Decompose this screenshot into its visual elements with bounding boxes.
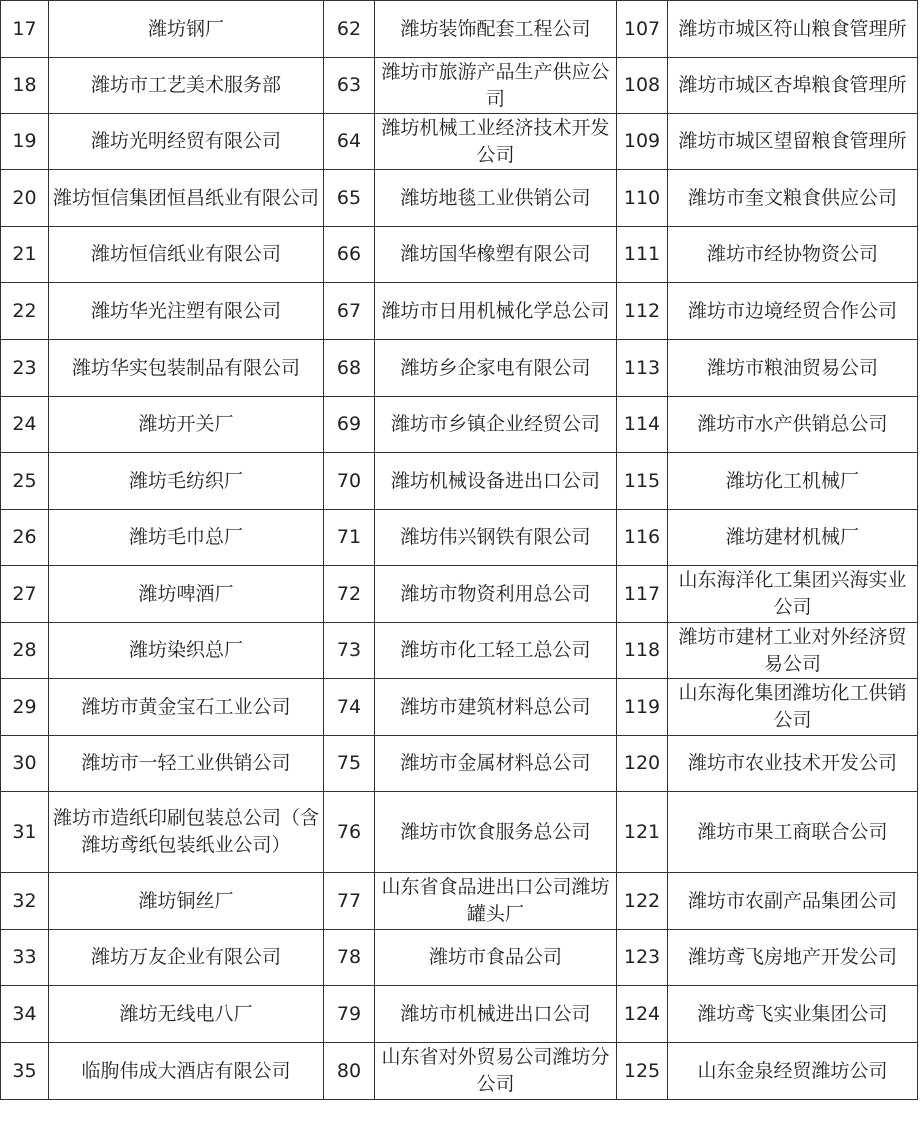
table-row bbox=[1, 566, 918, 623]
company-name-cell: 潍坊建材机械厂 bbox=[668, 510, 918, 566]
company-name-cell: 潍坊机械设备进出口公司 bbox=[375, 453, 617, 510]
company-name-cell: 潍坊光明经贸有限公司 bbox=[49, 114, 324, 170]
row-number-cell: 64 bbox=[324, 114, 375, 170]
row-number-cell: 70 bbox=[324, 453, 375, 510]
company-name-cell: 潍坊市城区杏埠粮食管理所 bbox=[668, 58, 918, 114]
company-name-cell: 潍坊机械工业经济技术开发公司 bbox=[375, 114, 617, 170]
company-name-cell: 潍坊市建筑材料总公司 bbox=[375, 679, 617, 736]
table-row bbox=[1, 114, 918, 170]
table-row bbox=[1, 340, 918, 397]
row-number-cell: 123 bbox=[617, 930, 668, 986]
company-name-cell: 山东省对外贸易公司潍坊分公司 bbox=[375, 1043, 617, 1100]
table-row bbox=[1, 1043, 918, 1100]
row-number-cell: 20 bbox=[1, 170, 49, 227]
table-row bbox=[1, 792, 918, 873]
row-number-cell: 28 bbox=[1, 623, 49, 679]
table-row bbox=[1, 227, 918, 283]
company-name-cell: 潍坊伟兴钢铁有限公司 bbox=[375, 510, 617, 566]
table-row bbox=[1, 986, 918, 1043]
row-number-cell: 72 bbox=[324, 566, 375, 623]
table-row bbox=[1, 397, 918, 453]
row-number-cell: 25 bbox=[1, 453, 49, 510]
company-name-cell: 山东省食品进出口公司潍坊罐头厂 bbox=[375, 873, 617, 930]
company-name-cell: 山东金泉经贸潍坊公司 bbox=[668, 1043, 918, 1100]
company-name-cell: 潍坊市经协物资公司 bbox=[668, 227, 918, 283]
company-name-cell: 潍坊无线电八厂 bbox=[49, 986, 324, 1043]
row-number-cell: 113 bbox=[617, 340, 668, 397]
company-name-cell: 潍坊市饮食服务总公司 bbox=[375, 792, 617, 873]
company-name-cell: 潍坊市黄金宝石工业公司 bbox=[49, 679, 324, 736]
row-number-cell: 17 bbox=[1, 1, 49, 58]
company-name-cell: 潍坊万友企业有限公司 bbox=[49, 930, 324, 986]
row-number-cell: 75 bbox=[324, 736, 375, 792]
company-name-cell: 潍坊地毯工业供销公司 bbox=[375, 170, 617, 227]
company-name-cell: 潍坊鸢飞房地产开发公司 bbox=[668, 930, 918, 986]
company-name-cell: 潍坊市机械进出口公司 bbox=[375, 986, 617, 1043]
company-name-cell: 潍坊市农副产品集团公司 bbox=[668, 873, 918, 930]
company-name-cell: 潍坊华实包装制品有限公司 bbox=[49, 340, 324, 397]
row-number-cell: 76 bbox=[324, 792, 375, 873]
row-number-cell: 111 bbox=[617, 227, 668, 283]
company-name-cell: 潍坊乡企家电有限公司 bbox=[375, 340, 617, 397]
row-number-cell: 65 bbox=[324, 170, 375, 227]
company-name-cell: 山东海化集团潍坊化工供销公司 bbox=[668, 679, 918, 736]
company-name-cell: 潍坊市边境经贸合作公司 bbox=[668, 283, 918, 340]
company-name-cell: 潍坊恒信纸业有限公司 bbox=[49, 227, 324, 283]
row-number-cell: 110 bbox=[617, 170, 668, 227]
company-name-cell: 潍坊开关厂 bbox=[49, 397, 324, 453]
row-number-cell: 108 bbox=[617, 58, 668, 114]
row-number-cell: 19 bbox=[1, 114, 49, 170]
row-number-cell: 115 bbox=[617, 453, 668, 510]
row-number-cell: 62 bbox=[324, 1, 375, 58]
company-name-cell: 潍坊市造纸印刷包装总公司（含潍坊鸢纸包装纸业公司） bbox=[49, 792, 324, 873]
row-number-cell: 18 bbox=[1, 58, 49, 114]
table-row bbox=[1, 873, 918, 930]
row-number-cell: 30 bbox=[1, 736, 49, 792]
company-name-cell: 潍坊市果工商联合公司 bbox=[668, 792, 918, 873]
row-number-cell: 73 bbox=[324, 623, 375, 679]
row-number-cell: 77 bbox=[324, 873, 375, 930]
row-number-cell: 79 bbox=[324, 986, 375, 1043]
row-number-cell: 69 bbox=[324, 397, 375, 453]
row-number-cell: 119 bbox=[617, 679, 668, 736]
table-row bbox=[1, 679, 918, 736]
row-number-cell: 34 bbox=[1, 986, 49, 1043]
row-number-cell: 32 bbox=[1, 873, 49, 930]
row-number-cell: 112 bbox=[617, 283, 668, 340]
company-name-cell: 潍坊市旅游产品生产供应公司 bbox=[375, 58, 617, 114]
row-number-cell: 114 bbox=[617, 397, 668, 453]
row-number-cell: 71 bbox=[324, 510, 375, 566]
row-number-cell: 74 bbox=[324, 679, 375, 736]
company-name-cell: 潍坊市工艺美术服务部 bbox=[49, 58, 324, 114]
company-name-cell: 潍坊市粮油贸易公司 bbox=[668, 340, 918, 397]
table-row bbox=[1, 453, 918, 510]
row-number-cell: 22 bbox=[1, 283, 49, 340]
table-row bbox=[1, 1, 918, 58]
table-row bbox=[1, 623, 918, 679]
table-row bbox=[1, 283, 918, 340]
row-number-cell: 31 bbox=[1, 792, 49, 873]
row-number-cell: 33 bbox=[1, 930, 49, 986]
company-name-cell: 潍坊市化工轻工总公司 bbox=[375, 623, 617, 679]
row-number-cell: 35 bbox=[1, 1043, 49, 1100]
company-name-cell: 潍坊国华橡塑有限公司 bbox=[375, 227, 617, 283]
row-number-cell: 107 bbox=[617, 1, 668, 58]
row-number-cell: 67 bbox=[324, 283, 375, 340]
company-name-cell: 潍坊市城区符山粮食管理所 bbox=[668, 1, 918, 58]
company-name-cell: 潍坊装饰配套工程公司 bbox=[375, 1, 617, 58]
company-name-cell: 潍坊毛巾总厂 bbox=[49, 510, 324, 566]
table-row bbox=[1, 170, 918, 227]
company-name-cell: 潍坊市日用机械化学总公司 bbox=[375, 283, 617, 340]
company-name-cell: 潍坊啤酒厂 bbox=[49, 566, 324, 623]
company-name-cell: 潍坊市食品公司 bbox=[375, 930, 617, 986]
table-row bbox=[1, 736, 918, 792]
table-row bbox=[1, 510, 918, 566]
table-row bbox=[1, 930, 918, 986]
row-number-cell: 68 bbox=[324, 340, 375, 397]
row-number-cell: 120 bbox=[617, 736, 668, 792]
row-number-cell: 124 bbox=[617, 986, 668, 1043]
company-name-cell: 潍坊市金属材料总公司 bbox=[375, 736, 617, 792]
row-number-cell: 80 bbox=[324, 1043, 375, 1100]
row-number-cell: 78 bbox=[324, 930, 375, 986]
row-number-cell: 122 bbox=[617, 873, 668, 930]
table-row bbox=[1, 58, 918, 114]
row-number-cell: 117 bbox=[617, 566, 668, 623]
company-name-cell: 潍坊铜丝厂 bbox=[49, 873, 324, 930]
company-name-cell: 潍坊市水产供销总公司 bbox=[668, 397, 918, 453]
company-name-cell: 潍坊市物资利用总公司 bbox=[375, 566, 617, 623]
row-number-cell: 66 bbox=[324, 227, 375, 283]
row-number-cell: 118 bbox=[617, 623, 668, 679]
company-name-cell: 潍坊化工机械厂 bbox=[668, 453, 918, 510]
row-number-cell: 24 bbox=[1, 397, 49, 453]
row-number-cell: 29 bbox=[1, 679, 49, 736]
row-number-cell: 26 bbox=[1, 510, 49, 566]
company-name-cell: 潍坊市一轻工业供销公司 bbox=[49, 736, 324, 792]
row-number-cell: 21 bbox=[1, 227, 49, 283]
row-number-cell: 23 bbox=[1, 340, 49, 397]
company-name-cell: 山东海洋化工集团兴海实业公司 bbox=[668, 566, 918, 623]
company-name-cell: 潍坊市奎文粮食供应公司 bbox=[668, 170, 918, 227]
row-number-cell: 121 bbox=[617, 792, 668, 873]
row-number-cell: 109 bbox=[617, 114, 668, 170]
company-name-cell: 潍坊市乡镇企业经贸公司 bbox=[375, 397, 617, 453]
company-name-cell: 潍坊染织总厂 bbox=[49, 623, 324, 679]
row-number-cell: 116 bbox=[617, 510, 668, 566]
company-name-cell: 潍坊市建材工业对外经济贸易公司 bbox=[668, 623, 918, 679]
company-name-cell: 潍坊毛纺织厂 bbox=[49, 453, 324, 510]
table-body bbox=[1, 1, 918, 1100]
company-name-cell: 潍坊市城区望留粮食管理所 bbox=[668, 114, 918, 170]
row-number-cell: 63 bbox=[324, 58, 375, 114]
company-name-cell: 临朐伟成大酒店有限公司 bbox=[49, 1043, 324, 1100]
row-number-cell: 125 bbox=[617, 1043, 668, 1100]
company-name-cell: 潍坊钢厂 bbox=[49, 1, 324, 58]
company-name-cell: 潍坊华光注塑有限公司 bbox=[49, 283, 324, 340]
company-name-cell: 潍坊恒信集团恒昌纸业有限公司 bbox=[49, 170, 324, 227]
company-name-cell: 潍坊市农业技术开发公司 bbox=[668, 736, 918, 792]
company-name-cell: 潍坊鸢飞实业集团公司 bbox=[668, 986, 918, 1043]
row-number-cell: 27 bbox=[1, 566, 49, 623]
